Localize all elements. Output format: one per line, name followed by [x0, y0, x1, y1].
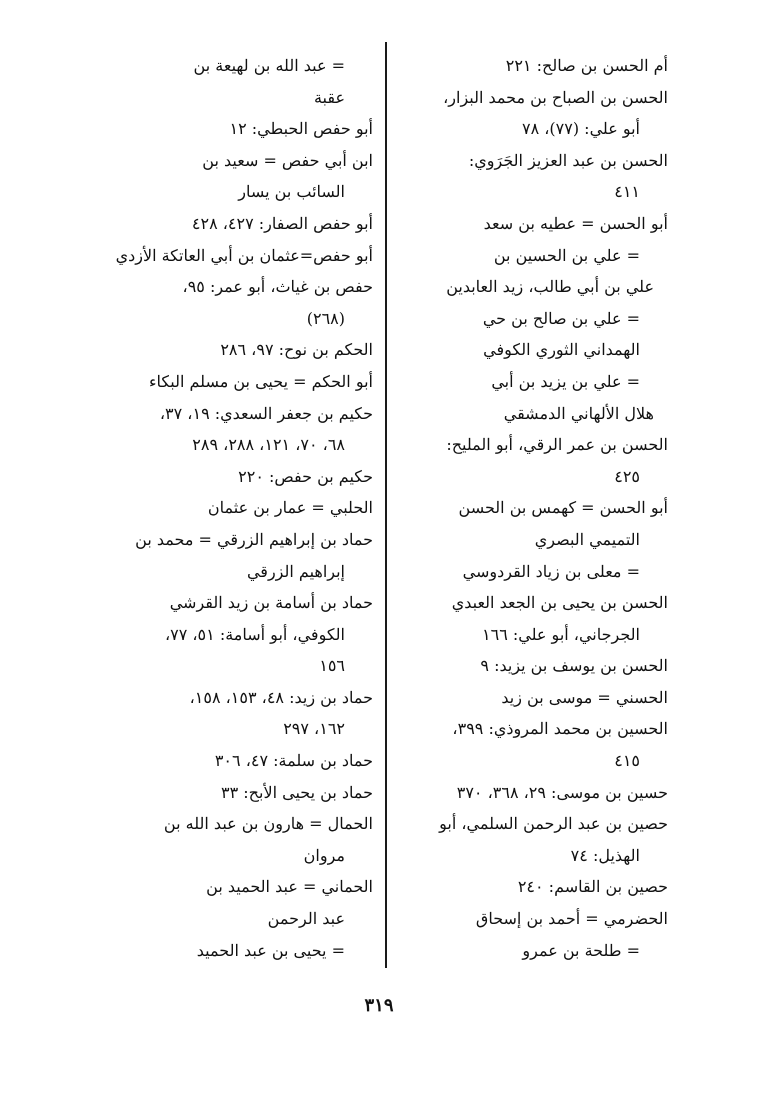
index-entry-line: حماد بن سلمة: ٤٧، ٣٠٦ — [214, 751, 373, 771]
index-entry-line: ٤٢٥ — [614, 466, 640, 486]
index-entry-line: أبو حفص الحبطي: ١٢ — [229, 119, 373, 139]
index-entry-line: ١٦٢، ٢٩٧ — [283, 719, 345, 739]
index-entry-line: أبو الحسن = كهمس بن الحسن — [458, 498, 668, 518]
index-entry-line: الحضرمي = أحمد بن إسحاق — [475, 909, 668, 929]
index-entry-line: (٢٦٨) — [306, 308, 345, 328]
index-entry-line: = علي بن يزيد بن أبي — [491, 371, 640, 391]
index-entry-line: علي بن أبي طالب، زيد العابدين — [446, 277, 654, 297]
index-entry-line: = علي بن صالح بن حي — [482, 308, 640, 328]
index-entry-line: ابن أبي حفص = سعيد بن — [202, 150, 373, 170]
index-entry-line: ٦٨، ٧٠، ١٢١، ٢٨٨، ٢٨٩ — [192, 435, 345, 455]
index-entry-line: = طلحة بن عمرو — [522, 940, 640, 960]
index-entry-line: أم الحسن بن صالح: ٢٢١ — [505, 56, 668, 75]
index-entry-line: الحسين بن محمد المروذي: ٣٩٩، — [452, 719, 668, 739]
index-entry-line: إبراهيم الزرقي — [246, 561, 345, 581]
index-entry-line: الحماني = عبد الحميد بن — [206, 877, 373, 897]
index-entry-line: الحسن بن يحيى بن الجعد العبدي — [451, 593, 668, 613]
index-entry-line: الحسن بن الصباح بن محمد البزار، — [443, 87, 668, 107]
index-entry-line: مروان — [303, 845, 345, 865]
index-entry-line: الحكم بن نوح: ٩٧، ٢٨٦ — [220, 340, 373, 360]
index-entry-line: حصين بن القاسم: ٢٤٠ — [517, 877, 668, 897]
index-entry-line: ٤١٥ — [614, 751, 640, 771]
right-column — [398, 50, 668, 966]
index-entry-line: الهذيل: ٧٤ — [570, 845, 640, 865]
index-entry-line: حكيم بن حفص: ٢٢٠ — [238, 466, 373, 486]
index-entry-line: أبو الحكم = يحيى بن مسلم البكاء — [149, 371, 373, 391]
index-entry-line: الحمال = هارون بن عبد الله بن — [163, 814, 373, 834]
index-entry-line: أبو حفص=عثمان بن أبي العاتكة الأزدي — [115, 245, 373, 265]
index-entry-line: حماد بن أسامة بن زيد القرشي — [169, 593, 373, 613]
index-entry-line: أبو علي: (٧٧)، ٧٨ — [521, 119, 640, 139]
index-entry-line: = يحيى بن عبد الحميد — [196, 940, 345, 960]
index-entry-line: حفص بن غياث، أبو عمر: ٩٥، — [182, 277, 373, 297]
index-entry-line: الحلبي = عمار بن عثمان — [207, 498, 373, 518]
index-entry-line: حكيم بن جعفر السعدي: ١٩، ٣٧، — [159, 403, 373, 423]
index-entry-line: حماد بن يحيى الأبح: ٣٣ — [221, 782, 373, 802]
index-entry-line: = علي بن الحسين بن — [493, 245, 640, 265]
index-entry-line: الجرجاني، أبو علي: ١٦٦ — [482, 624, 640, 644]
index-entry-line: حماد بن زيد: ٤٨، ١٥٣، ١٥٨، — [189, 687, 373, 707]
index-entry-line: الحسن بن عمر الرقي، أبو المليح: — [446, 435, 668, 455]
index-entry-line: الحسني = موسى بن زيد — [501, 687, 668, 707]
index-entry-line: التميمي البصري — [534, 529, 640, 549]
index-entry-line: حصين بن عبد الرحمن السلمي، أبو — [439, 814, 668, 834]
index-entry-line: الهمداني الثوري الكوفي — [483, 340, 640, 360]
index-entry-line: حسين بن موسى: ٢٩، ٣٦٨، ٣٧٠ — [456, 782, 668, 802]
index-entry-line: = عبد الله بن لهيعة بن — [193, 56, 345, 75]
index-entry-line: الحسن بن عبد العزيز الجَرَوي: — [468, 150, 668, 170]
index-entry-line: ٤١١ — [614, 182, 640, 202]
index-entry-line: السائب بن يسار — [238, 182, 345, 202]
column-divider — [385, 42, 387, 968]
index-entry-line: عقبة — [313, 87, 345, 107]
index-entry-line: أبو الحسن = عطيه بن سعد — [483, 213, 668, 233]
index-entry-line: حماد بن إبراهيم الزرقي = محمد بن — [135, 529, 373, 549]
index-entry-line: الحسن بن يوسف بن يزيد: ٩ — [480, 656, 668, 676]
index-entry-line: أبو حفص الصفار: ٤٢٧، ٤٢٨ — [191, 213, 373, 233]
index-entry-line: هلال الألهاني الدمشقي — [503, 403, 654, 423]
index-entry-line: = معلى بن زياد القردوسي — [462, 561, 640, 581]
index-entry-line: ١٥٦ — [319, 656, 345, 676]
index-entry-line: عبد الرحمن — [267, 909, 345, 929]
left-column — [103, 50, 373, 966]
index-entry-line: الكوفي، أبو أسامة: ٥١، ٧٧، — [164, 624, 345, 644]
page-number: ٣١٩ — [364, 995, 394, 1016]
